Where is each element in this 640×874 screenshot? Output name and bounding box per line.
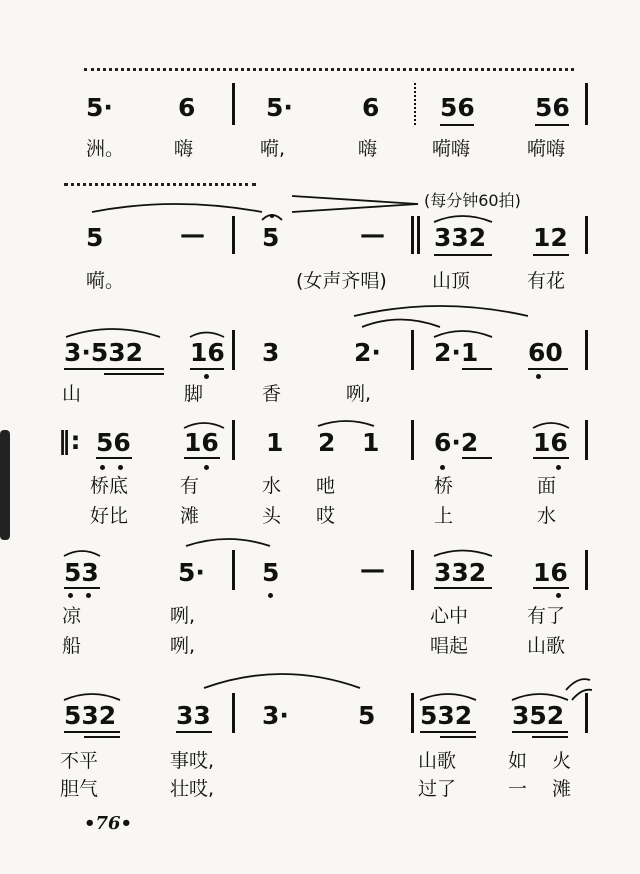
- lyric: 咧,: [346, 383, 372, 405]
- breath-mark: [572, 690, 592, 700]
- lyric: 有花: [527, 270, 566, 292]
- lyric: 哎: [316, 505, 336, 527]
- note: 332: [434, 558, 487, 587]
- lyric: 一: [508, 778, 528, 800]
- note: 16: [533, 558, 568, 587]
- lyric: 壮哎,: [170, 778, 215, 800]
- breath-mark: [566, 679, 590, 690]
- lyric: (女声齐唱): [296, 270, 387, 292]
- tie-arc: [354, 306, 528, 316]
- lyric: 咧,: [170, 635, 196, 657]
- lyric: 不平: [60, 750, 99, 772]
- slur-arc: [318, 421, 374, 426]
- slur-arc: [184, 423, 224, 428]
- lyric: 嗬。: [86, 270, 125, 292]
- note: 3·: [262, 701, 289, 730]
- note: 352: [512, 701, 565, 730]
- lyric: 如: [508, 750, 528, 772]
- lyric: 咧,: [170, 605, 196, 627]
- slur-arc: [64, 551, 100, 556]
- note: 1: [362, 428, 380, 457]
- slur-arc: [64, 694, 120, 700]
- note: 1: [266, 428, 284, 457]
- lyric: 胆气: [60, 778, 99, 800]
- note: 16: [190, 338, 225, 367]
- lyric: 嗬,: [260, 138, 286, 160]
- tie-arc: [92, 204, 262, 212]
- lyric: 嗨: [174, 138, 194, 160]
- lyric: 桥底: [90, 475, 129, 497]
- lyric: 心中: [430, 605, 469, 627]
- lyric: 脚: [184, 383, 204, 405]
- lyric: 过了: [418, 778, 457, 800]
- note: 16: [184, 428, 219, 457]
- note: 6·2: [434, 428, 479, 457]
- note: 3·532: [64, 338, 144, 367]
- note: 532: [64, 701, 117, 730]
- note: 5·: [178, 558, 205, 587]
- fermata-dot: [270, 214, 274, 218]
- lyric: 嗬嗨: [432, 138, 471, 160]
- note: 5·: [86, 93, 113, 122]
- note: 2: [318, 428, 336, 457]
- slur-arc: [512, 694, 568, 700]
- slur-arc: [434, 216, 492, 222]
- lyric: 唱起: [430, 635, 469, 657]
- repeat-sign: ‖:: [58, 426, 81, 455]
- lyric: 桥: [434, 475, 454, 497]
- note: 56: [96, 428, 131, 457]
- note: 33: [176, 701, 211, 730]
- lyric: 滩: [552, 778, 572, 800]
- lyric: 水: [537, 505, 557, 527]
- tempo-marking: (每分钟60拍): [424, 191, 521, 210]
- page-number: •76•: [84, 813, 133, 834]
- note: 6: [178, 93, 196, 122]
- lyric: 凉: [62, 605, 82, 627]
- note: —: [360, 220, 385, 249]
- slur-arc: [420, 694, 476, 700]
- slur-arc: [362, 320, 440, 328]
- lyric: 有了: [527, 605, 566, 627]
- lyric: 山: [62, 383, 82, 405]
- note: —: [360, 555, 385, 584]
- note: 332: [434, 223, 487, 252]
- note: 532: [420, 701, 473, 730]
- note: 5: [262, 223, 280, 252]
- note: 53: [64, 558, 99, 587]
- lyric: 面: [537, 475, 557, 497]
- note: —: [180, 220, 205, 249]
- lyric: 事哎,: [170, 750, 215, 772]
- note: 12: [533, 223, 568, 252]
- note: 6: [362, 93, 380, 122]
- tie-arc: [204, 674, 360, 688]
- note: 3: [262, 338, 280, 367]
- note: 5: [262, 558, 280, 587]
- lyric: 吔: [316, 475, 336, 497]
- note: 2·1: [434, 338, 479, 367]
- note: 2·: [354, 338, 381, 367]
- lyric: 滩: [180, 505, 200, 527]
- lyric: 船: [62, 635, 82, 657]
- note: 60: [528, 338, 563, 367]
- slur-arc: [434, 551, 492, 557]
- note: 16: [533, 428, 568, 457]
- slur-arc: [533, 423, 569, 428]
- lyric: 水: [262, 475, 282, 497]
- note: 5: [86, 223, 104, 252]
- lyric: 头: [262, 505, 282, 527]
- lyric: 洲。: [86, 138, 125, 160]
- lyric: 山歌: [527, 635, 566, 657]
- lyric: 有: [180, 475, 200, 497]
- slur-arc: [190, 333, 224, 338]
- note: 56: [535, 93, 570, 122]
- lyric: 嗨: [358, 138, 378, 160]
- slur-arc: [434, 331, 492, 337]
- tie-arc: [186, 539, 270, 546]
- lyric: 山顶: [432, 270, 471, 292]
- lyric: 火: [552, 750, 572, 772]
- slur-arc: [66, 329, 160, 337]
- lyric: 好比: [90, 505, 129, 527]
- note: 5: [358, 701, 376, 730]
- note: 5·: [266, 93, 293, 122]
- lyric: 嗬嗨: [527, 138, 566, 160]
- crescendo-hairpin: [292, 196, 418, 212]
- lyric: 山歌: [418, 750, 457, 772]
- lyric: 上: [434, 505, 454, 527]
- lyric: 香: [262, 383, 282, 405]
- note: 56: [440, 93, 475, 122]
